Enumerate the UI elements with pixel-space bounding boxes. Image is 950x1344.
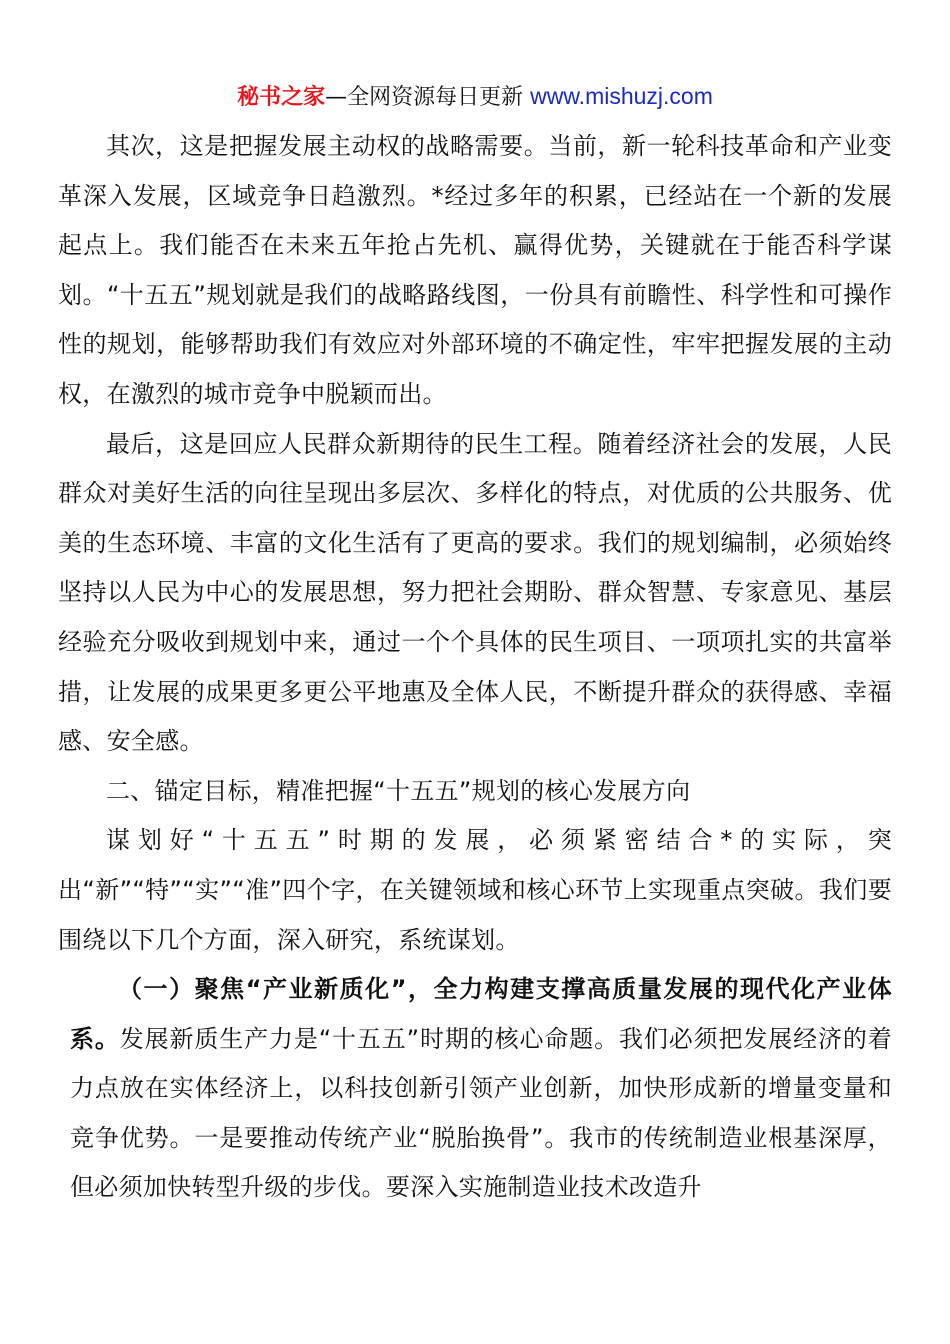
website-link[interactable]: www.mishuzj.com [530,83,713,109]
paragraph-livelihood: 最后，这是回应人民群众新期待的民生工程。随着经济社会的发展，人民群众对美好生活的向往呈现出多层次、多样化的特点，对优质的公共服务、优美的生态环境、丰富的文化生活有了更高的要求。我们的规划编制，必须始终坚持以人民为中心的发展思想，努力把社会期盼、群众智慧、专家意见、基层经验充分吸收到规划中来，通过一个个具体的民生项目、一项项扎实的共富举措，让发展的成果更多更公平地惠及全体人民，不断提升群众的获得感、幸福感、安全感。 [58,429,892,756]
header-slogan: —全网资源每日更新 [325,85,531,110]
document-body [58,122,892,1213]
section-heading-2: 二、锚定目标，精准把握“十五五”规划的核心发展方向 [106,776,691,805]
paragraph-strategic-need: 其次，这是把握发展主动权的战略需要。当前，新一轮科技革命和产业变革深入发展，区域竞争日趋激烈。*经过多年的积累，已经站在一个新的发展起点上。我们能否在未来五年抢占先机、赢得优势，关键就在于能否科学谋划。“十五五”规划就是我们的战略路线图，一份具有前瞻性、科学性和可操作性的规划，能够帮助我们有效应对外部环境的不确定性，牢牢把握发展的主动权，在激烈的城市竞争中脱颖而出。 [58,132,892,408]
brand-name: 秘书之家 [237,85,326,110]
paragraph-industry [58,965,892,1213]
subsection-heading-1: （一）聚焦“产业新质化”，全力构建支撑高质量发展的现代化产业体系。 [70,975,892,1053]
page-header [0,80,950,114]
paragraph-planning: 谋划好“十五五”时期的发展，必须紧密结合*的实际，突出“新”“特”“实”“准”四个字，在关键领域和核心环节上实现重点突破。我们要围绕以下几个方面，深入研究，系统谋划。 [58,826,892,954]
paragraph-industry-text: 发展新质生产力是“十五五”时期的核心命题。我们必须把发展经济的着力点放在实体经济上，以科技创新引领产业创新，加快形成新的增量变量和竞争优势。一是要推动传统产业“脱胎换骨”。我市的传统制造业根基深厚，但必须加快转型升级的步伐。要深入实施制造业技术改造升 [70,1024,892,1202]
